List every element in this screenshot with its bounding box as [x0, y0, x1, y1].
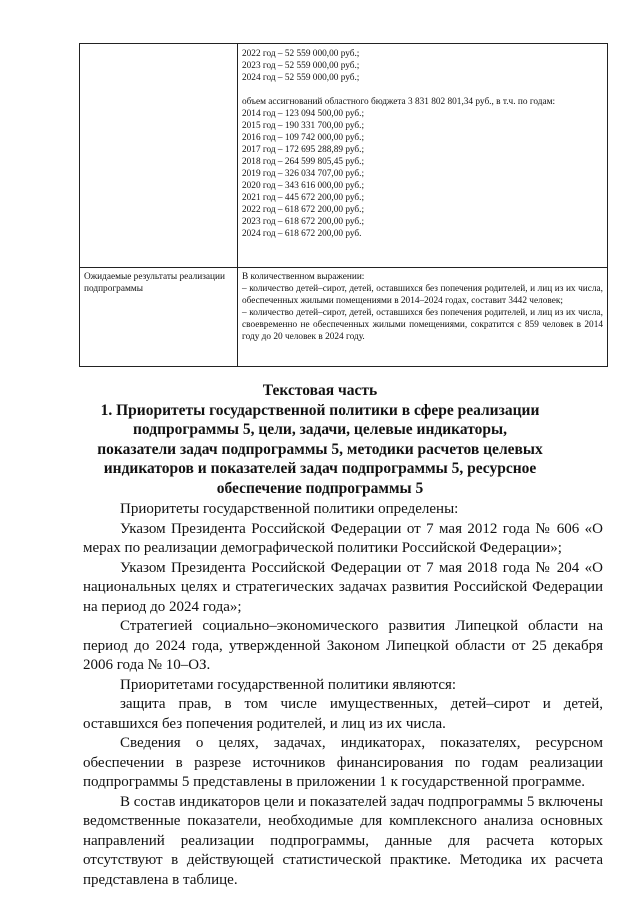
resource-table: [79, 43, 608, 367]
section-heading-rest: 1. Приоритеты государственной политики в сфере реализации подпрограммы 5, цели, задачи, целевые индикаторы, показатели задач подпрограммы 5, методики расчетов целевых индикаторов и показателей задач подпрограммы 5, ресурсное обеспечение подпрограммы 5: [97, 401, 543, 497]
results-line: – количество детей–сирот, детей, оставшихся без попечения родителей, и лиц из их числа, обеспеченных жилыми помещениями в 2014–2024 годах, составит 3442 человек;: [242, 284, 603, 306]
funding-line: 2014 год – 123 094 500,00 руб.;: [242, 109, 365, 119]
results-line: – количество детей–сирот, детей, оставшихся без попечения родителей, и лиц из их числа, своевременно не обеспеченных жилыми помещениями, сократится с 859 человек в 2014 году до 20 человек в 2024 году.: [242, 308, 603, 342]
funding-line: 2023 год – 618 672 200,00 руб.;: [242, 217, 365, 227]
funding-line: 2021 год – 445 672 200,00 руб.;: [242, 193, 365, 203]
funding-line: 2022 год – 618 672 200,00 руб.;: [242, 205, 365, 215]
body-text: [83, 500, 603, 890]
results-cell: [242, 271, 603, 343]
paragraph: Приоритеты государственной политики определены:: [120, 501, 459, 517]
funding-line: 2016 год – 109 742 000,00 руб.;: [242, 133, 365, 143]
funding-line: 2020 год – 343 616 000,00 руб.;: [242, 181, 365, 191]
results-label: Ожидаемые результаты реализации подпрограммы: [84, 272, 225, 294]
results-line: В количественном выражении:: [242, 272, 365, 282]
paragraph: Стратегией социально–экономического развития Липецкой области на период до 2024 года, утвержденной Законом Липецкой области от 25 декабря 2006 года № 10–ОЗ.: [83, 618, 603, 673]
regional-budget-intro: объем ассигнований областного бюджета 3 831 802 801,34 руб., в т.ч. по годам:: [242, 97, 556, 107]
funding-line: 2022 год – 52 559 000,00 руб.;: [242, 49, 360, 59]
funding-line: 2018 год – 264 599 805,45 руб.;: [242, 157, 365, 167]
paragraph: Сведения о целях, задачах, индикаторах, показателях, ресурсном обеспечении в разрезе источников финансирования по годам реализации подпрограммы 5 представлены в приложении 1 к государственной программе.: [83, 735, 603, 790]
table-column-divider: [237, 44, 238, 366]
table-row-divider: [80, 267, 607, 268]
section-heading-line1: Текстовая часть: [262, 382, 378, 399]
funding-line: 2017 год – 172 695 288,89 руб.;: [242, 145, 365, 155]
paragraph: Указом Президента Российской Федерации от 7 мая 2018 года № 204 «О национальных целях и стратегических задачах развития Российской Федерации на период до 2024 года»;: [83, 559, 603, 615]
paragraph: В состав индикаторов цели и показателей задач подпрограммы 5 включены ведомственные показатели, необходимые для комплексного анализа основных направлений реализации подпрограммы, данные для расчета которых отсутствуют в действующей статистической практике. Методика их расчета представлена в таблице.: [83, 793, 603, 888]
funding-cell: [242, 48, 603, 240]
paragraph: Указом Президента Российской Федерации от 7 мая 2012 года № 606 «О мерах по реализации демографической политики Российской Федерации»;: [83, 520, 603, 556]
section-heading: [95, 381, 545, 498]
funding-line: 2023 год – 52 559 000,00 руб.;: [242, 61, 360, 71]
funding-line: 2019 год – 326 034 707,00 руб.;: [242, 169, 365, 179]
funding-line: 2024 год – 618 672 200,00 руб.: [242, 229, 362, 239]
funding-line: 2024 год – 52 559 000,00 руб.;: [242, 73, 360, 83]
paragraph: Приоритетами государственной политики являются:: [120, 676, 457, 693]
funding-line: 2015 год – 190 331 700,00 руб.;: [242, 121, 365, 131]
paragraph: защита прав, в том числе имущественных, детей–сирот и детей, оставшихся без попечения родителей, и лиц из их числа.: [83, 696, 603, 732]
